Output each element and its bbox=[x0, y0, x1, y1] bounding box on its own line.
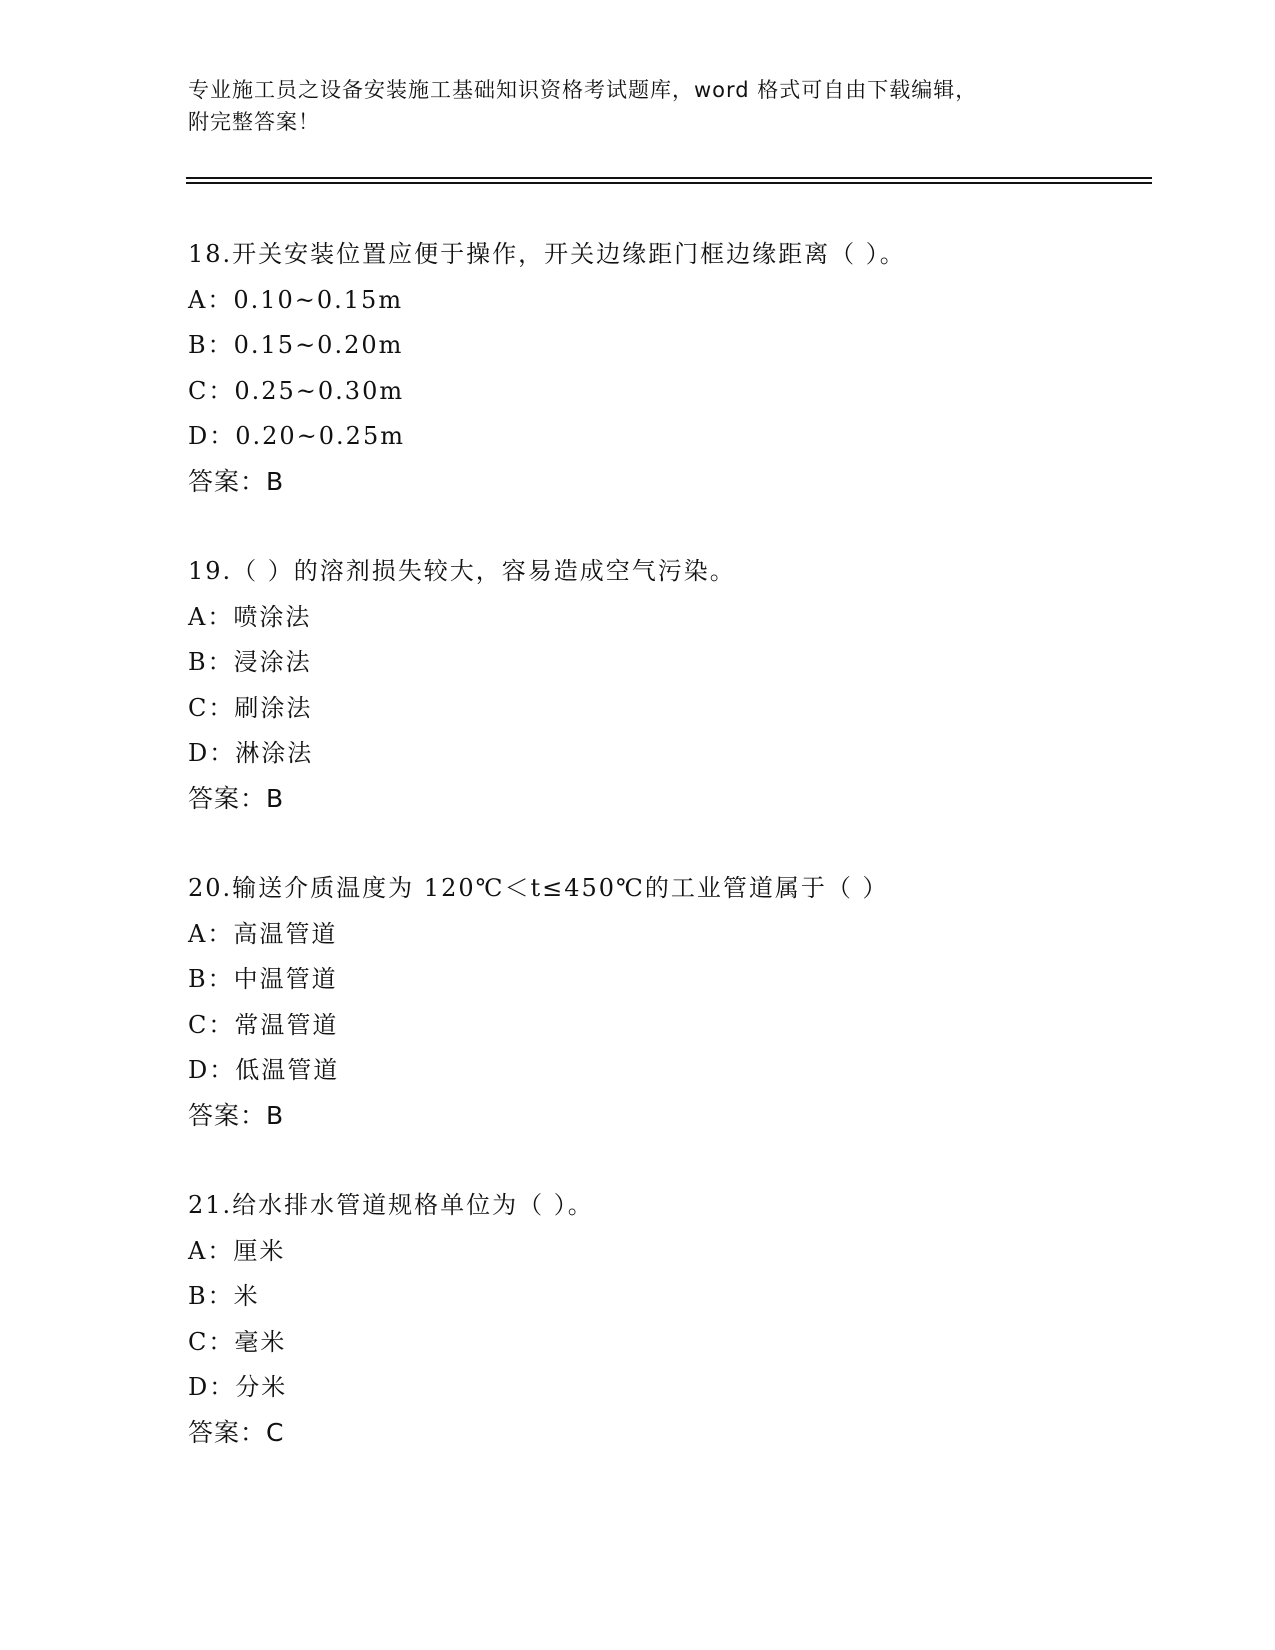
option-a: A：喷涂法 bbox=[188, 602, 312, 631]
header-title-line2: 附完整答案！ bbox=[188, 110, 320, 134]
question-19 bbox=[188, 549, 1148, 821]
header-divider-bottom bbox=[186, 182, 1152, 184]
option-d: D：0.20~0.25m bbox=[188, 422, 405, 450]
option-c: C：毫米 bbox=[188, 1327, 287, 1356]
option-d: D：淋涂法 bbox=[188, 739, 314, 767]
question-stem: 18.开关安装位置应便于操作，开关边缘距门框边缘距离（ ）。 bbox=[188, 240, 906, 268]
option-c: C：0.25~0.30m bbox=[188, 376, 405, 405]
option-a: A：高温管道 bbox=[188, 919, 338, 948]
answer: 答案：B bbox=[188, 466, 285, 496]
option-b: B：0.15~0.20m bbox=[188, 331, 404, 359]
answer: 答案：B bbox=[188, 1100, 285, 1130]
option-d: D：低温管道 bbox=[188, 1056, 340, 1084]
option-b: B：中温管道 bbox=[188, 965, 338, 993]
question-21 bbox=[188, 1183, 1148, 1455]
option-a: A：厘米 bbox=[188, 1236, 286, 1265]
header-title-line1: 专业施工员之设备安装施工基础知识资格考试题库，word 格式可自由下载编辑， bbox=[188, 78, 978, 102]
option-b: B：米 bbox=[188, 1282, 260, 1310]
answer: 答案：C bbox=[188, 1417, 285, 1447]
option-d: D：分米 bbox=[188, 1373, 288, 1401]
question-18 bbox=[188, 232, 1148, 504]
question-stem: 20.输送介质温度为 120℃＜t≤450℃的工业管道属于（ ） bbox=[188, 874, 889, 902]
document-header bbox=[188, 74, 1088, 138]
option-c: C：刷涂法 bbox=[188, 693, 313, 722]
question-stem: 19.（ ）的溶剂损失较大，容易造成空气污染。 bbox=[188, 557, 736, 585]
question-stem: 21.给水排水管道规格单位为（ ）。 bbox=[188, 1191, 594, 1219]
answer: 答案：B bbox=[188, 783, 285, 813]
question-20 bbox=[188, 866, 1148, 1138]
option-b: B：浸涂法 bbox=[188, 648, 312, 676]
header-divider-top bbox=[186, 177, 1152, 179]
option-c: C：常温管道 bbox=[188, 1010, 339, 1039]
option-a: A：0.10~0.15m bbox=[188, 285, 404, 314]
